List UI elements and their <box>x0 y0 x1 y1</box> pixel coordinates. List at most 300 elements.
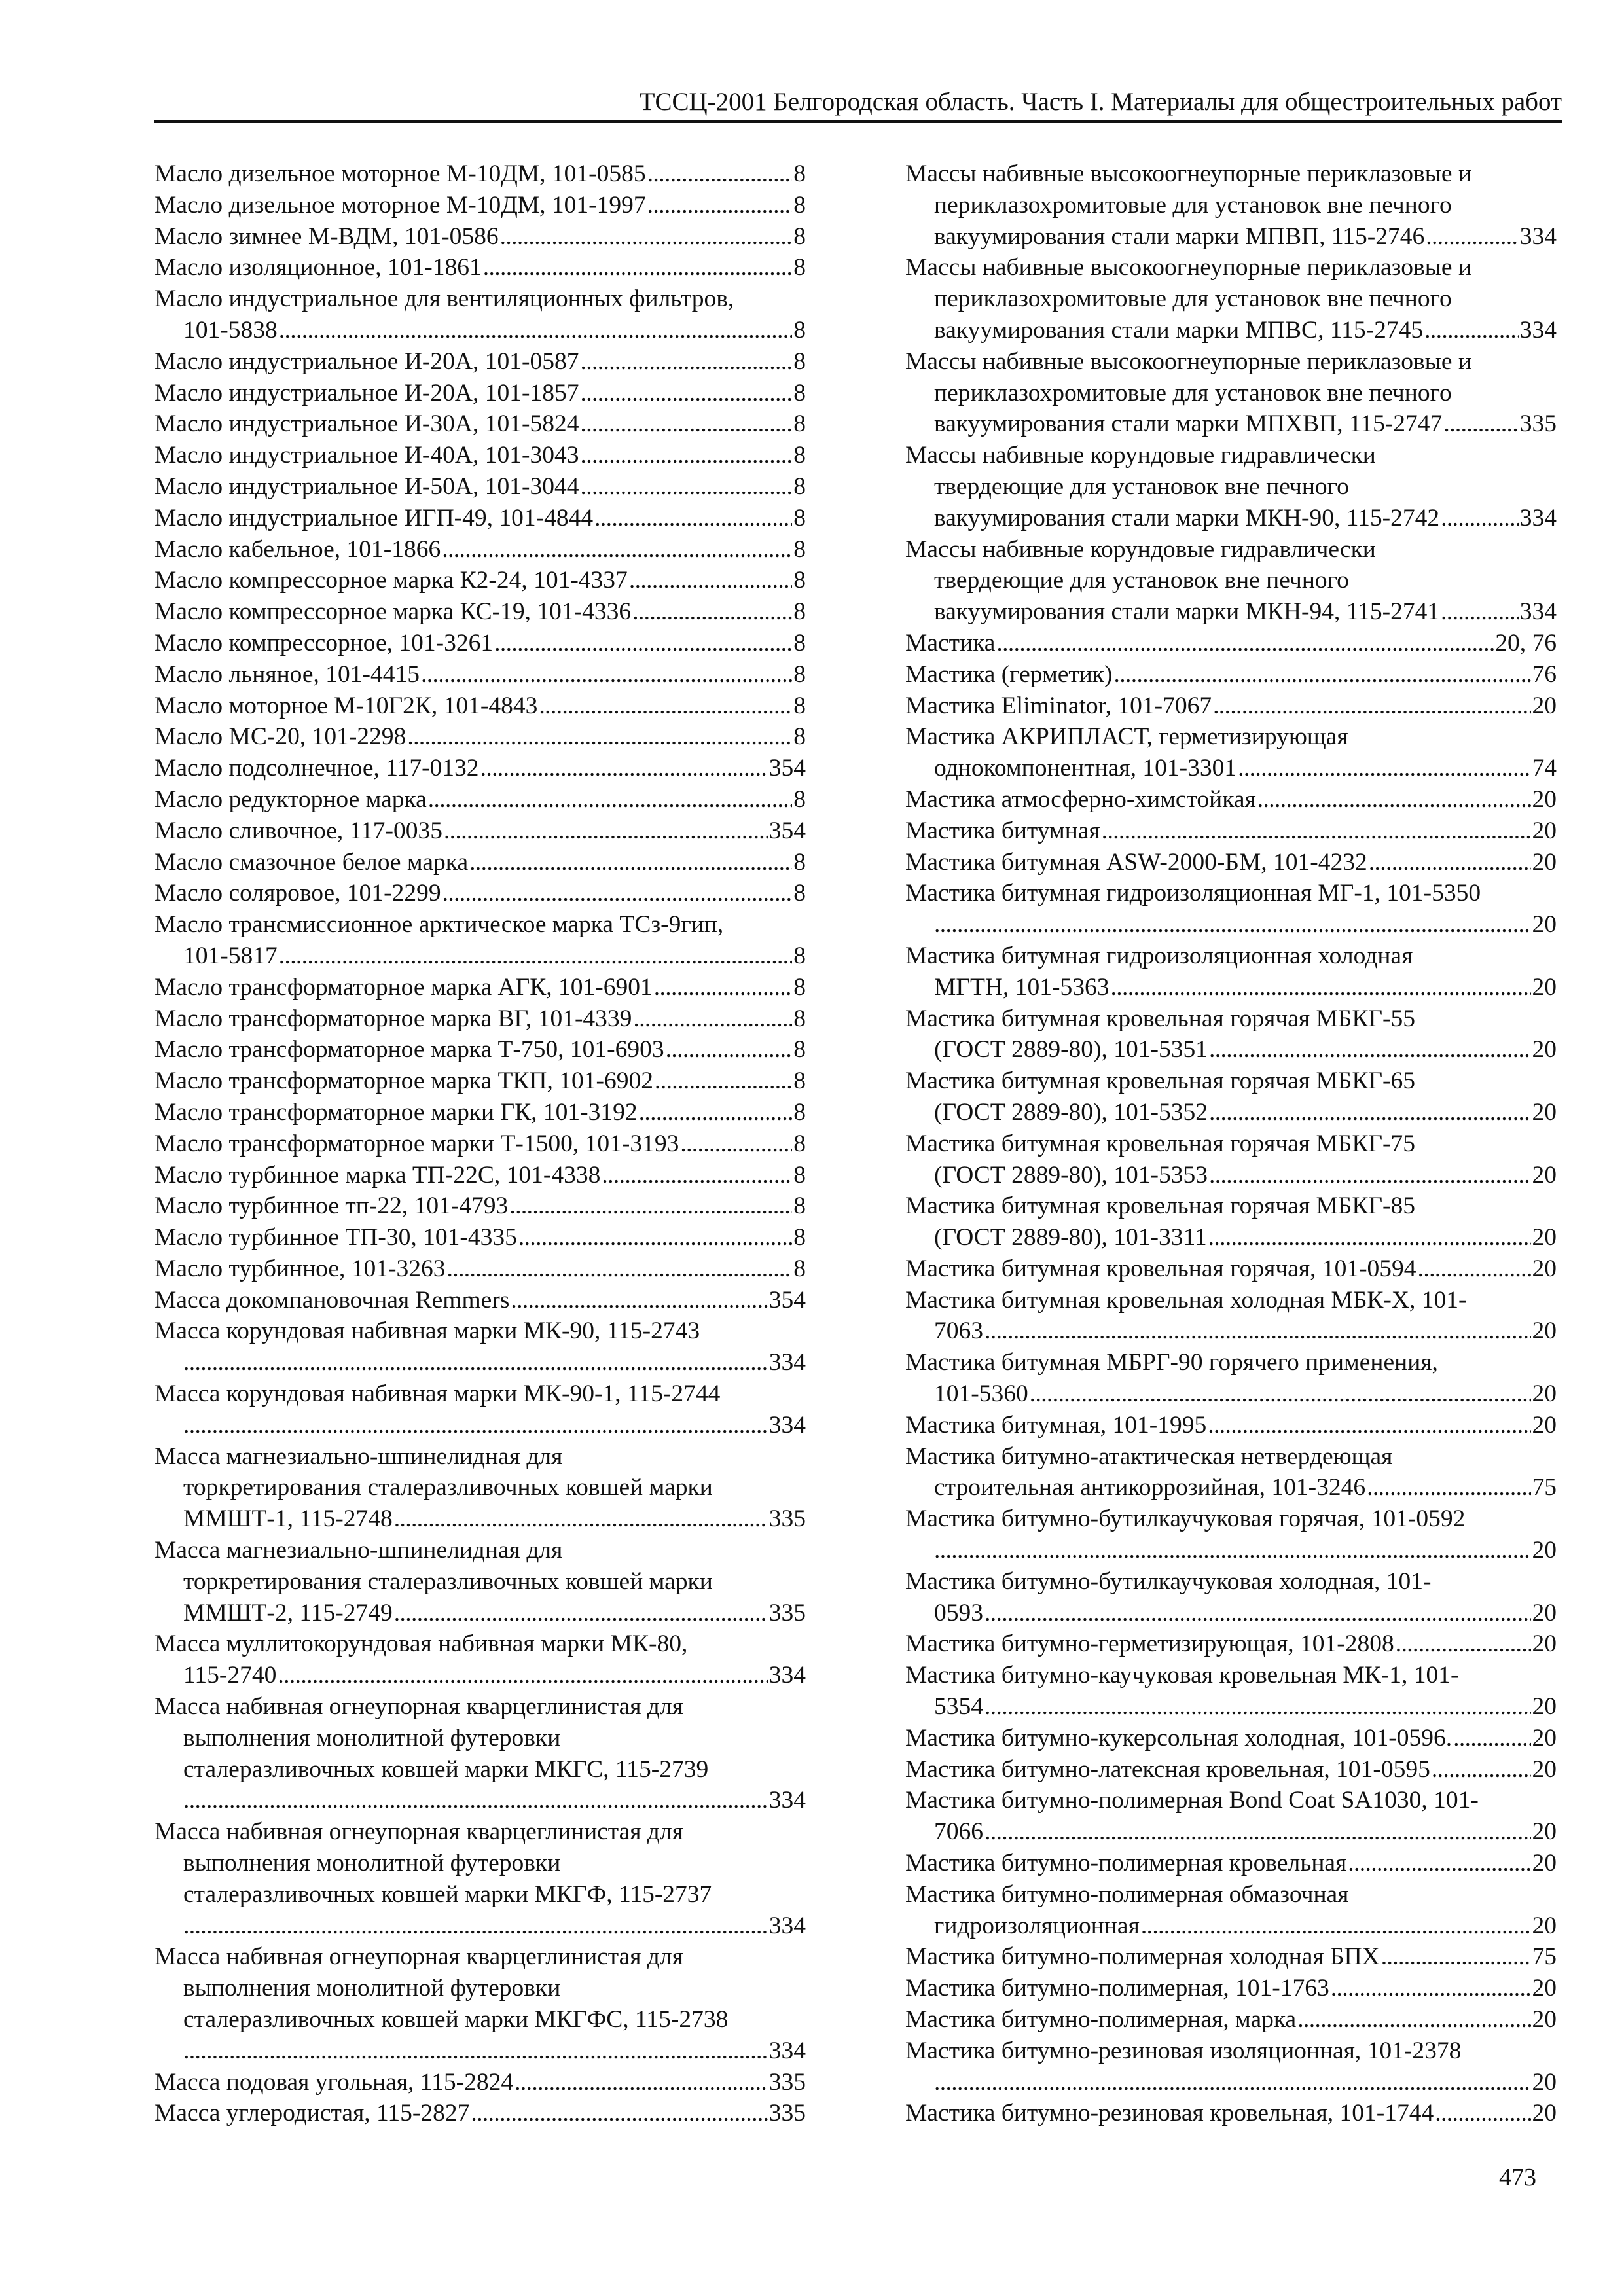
dot-leader <box>594 503 792 534</box>
index-entry-page: 8 <box>792 158 806 190</box>
index-entry-page: 8 <box>792 1066 806 1097</box>
index-entry-text: Мастика битумно-полимерная, 101-1763 <box>905 1973 1331 2004</box>
index-entry-page: 8 <box>792 221 806 253</box>
index-entry-last-line <box>905 1253 1557 1285</box>
index-entry-last-line <box>905 1097 1557 1128</box>
index-entry-page: 8 <box>792 471 806 503</box>
index-entry-line: Мастика битумно-полимерная обмазочная <box>905 1880 1349 1908</box>
index-entry-page: 8 <box>792 190 806 221</box>
dot-leader <box>1209 1097 1530 1128</box>
dot-leader <box>996 628 1494 659</box>
index-entry <box>154 158 806 190</box>
index-entry <box>154 1191 806 1222</box>
index-entry-line: Масса муллитокорундовая набивная марки МК-80, <box>154 1630 688 1658</box>
index-entry-line: периклазохромитовые для установок вне печного <box>934 191 1452 219</box>
index-entry <box>154 1003 806 1035</box>
dot-leader <box>442 878 793 909</box>
index-entry <box>905 1879 1557 1942</box>
index-entry-page: 354 <box>768 816 806 847</box>
index-entry-last-line <box>154 1285 806 1316</box>
index-entry-page: 20 <box>1531 1410 1557 1441</box>
index-entry-page: 8 <box>792 721 806 753</box>
index-entry <box>905 252 1557 346</box>
index-entry-page: 20 <box>1531 2067 1557 2098</box>
index-entry <box>905 1628 1557 1660</box>
dot-leader <box>629 565 792 596</box>
dot-leader <box>539 691 792 722</box>
dot-leader <box>934 2067 1531 2098</box>
index-entry-page: 8 <box>792 1003 806 1035</box>
dot-leader <box>509 1191 792 1222</box>
index-entry-page: 8 <box>792 596 806 628</box>
index-entry-last-line <box>905 691 1557 722</box>
index-entry-last-line <box>905 1410 1557 1441</box>
dot-leader <box>1381 1941 1531 1973</box>
index-entry-text: Масло сливочное, 117-0035 <box>154 816 444 847</box>
index-entry-text: Масло изоляционное, 101-1861 <box>154 252 483 283</box>
index-entry <box>905 346 1557 440</box>
dot-leader <box>183 1410 768 1441</box>
index-entry-text: Масло трансформаторное марка ВГ, 101-4339 <box>154 1003 633 1035</box>
index-entry <box>154 784 806 816</box>
index-entry-line: периклазохромитовые для установок вне печного <box>934 379 1452 406</box>
dot-leader <box>984 1316 1531 1347</box>
index-entry-text: Масло моторное М-10Г2К, 101-4843 <box>154 691 539 722</box>
dot-leader <box>580 378 792 409</box>
index-entry-line: Массы набивные корундовые гидравлически <box>905 535 1376 563</box>
index-entry-last-line <box>905 1848 1557 1879</box>
index-entry <box>905 1066 1557 1128</box>
dot-leader <box>655 1066 792 1097</box>
index-entry-last-line <box>905 2098 1557 2129</box>
index-entry-line: Массы набивные высокоогнеупорные периклазовые и <box>905 348 1472 375</box>
index-entry-page: 8 <box>792 1253 806 1285</box>
index-entry-page: 20 <box>1531 1316 1557 1347</box>
index-entry-page: 335 <box>1519 408 1557 440</box>
index-entry <box>154 534 806 565</box>
index-entry-last-line <box>905 784 1557 816</box>
index-entry-last-line <box>154 2067 806 2098</box>
index-entry <box>154 283 806 346</box>
index-entry-page: 20 <box>1531 1816 1557 1848</box>
index-entry-line: Мастика битумная кровельная горячая МБКГ-85 <box>905 1193 1416 1220</box>
index-entry <box>905 1660 1557 1723</box>
index-entry-text: вакуумирования стали марки МПВС, 115-2745 <box>934 315 1424 346</box>
index-entry-last-line <box>154 596 806 628</box>
index-entry-page: 8 <box>792 941 806 972</box>
dot-leader <box>183 1785 768 1816</box>
dot-leader <box>183 2036 768 2067</box>
index-entry-last-line <box>905 2004 1557 2036</box>
index-entry-last-line <box>154 878 806 909</box>
index-entry-text: Мастика (герметик) <box>905 659 1114 691</box>
index-entry-text: (ГОСТ 2889-80), 101-5351 <box>934 1034 1209 1066</box>
index-entry <box>154 1160 806 1191</box>
index-entry <box>905 1003 1557 1066</box>
index-entry-text: ММШТ-2, 115-2749 <box>183 1598 394 1629</box>
index-entry-page: 8 <box>792 628 806 659</box>
index-entry-page: 334 <box>768 1410 806 1441</box>
index-entry-text: Масса докомпановочная Remmers <box>154 1285 511 1316</box>
index-entry-last-line <box>154 1503 806 1535</box>
index-entry-text: 7063 <box>934 1316 984 1347</box>
index-entry-line: Мастика битумно-бутилкаучуковая холодная, 101- <box>905 1568 1432 1595</box>
index-entry-line: выполнения монолитной футеровки <box>183 1850 561 1877</box>
dot-leader <box>469 847 792 878</box>
index-entry-page: 8 <box>792 252 806 283</box>
index-entry-last-line <box>154 378 806 409</box>
index-entry-page: 354 <box>768 753 806 784</box>
dot-leader <box>1297 2004 1530 2036</box>
index-entry-page: 20 <box>1531 1973 1557 2004</box>
index-entry-text: Масло редукторное марка <box>154 784 428 816</box>
index-entry-page: 20 <box>1531 1034 1557 1066</box>
index-entry-text: Мастика <box>905 628 996 659</box>
index-entry-last-line <box>905 408 1557 440</box>
index-entry <box>154 440 806 471</box>
index-entry-page: 8 <box>792 565 806 596</box>
index-entry-last-line <box>905 909 1557 941</box>
index-entry-page: 335 <box>768 2067 806 2098</box>
index-entry-last-line <box>154 1347 806 1378</box>
index-entry-last-line <box>154 1097 806 1128</box>
index-entry-text: Масло индустриальное И-30А, 101-5824 <box>154 408 580 440</box>
index-entry <box>154 252 806 283</box>
index-entry-text: Масло трансформаторное марки ГК, 101-3192 <box>154 1097 639 1128</box>
dot-leader <box>514 2067 768 2098</box>
index-entry-page: 8 <box>792 346 806 378</box>
index-entry-line: Масса магнезиально-шпинелидная для <box>154 1537 563 1564</box>
index-entry-line: Мастика битумная кровельная горячая МБКГ-75 <box>905 1130 1416 1157</box>
index-entry <box>154 721 806 753</box>
index-entry-last-line <box>154 1066 806 1097</box>
index-entry-last-line <box>905 315 1557 346</box>
index-entry-last-line <box>905 1598 1557 1629</box>
index-entry <box>154 1378 806 1441</box>
index-entry-last-line <box>905 1222 1557 1253</box>
index-entry <box>905 1191 1557 1253</box>
dot-leader <box>1453 1723 1530 1754</box>
dot-leader <box>632 596 792 628</box>
index-entry-page: 334 <box>1519 503 1557 534</box>
index-entry-last-line <box>154 315 806 346</box>
index-entry-page: 334 <box>768 2036 806 2067</box>
index-entry-line: Массы набивные высокоогнеупорные периклазовые и <box>905 160 1472 187</box>
index-entry-page: 20 <box>1531 1160 1557 1191</box>
index-entry-last-line <box>154 1598 806 1629</box>
index-entry-page: 8 <box>792 1034 806 1066</box>
index-entry <box>154 1128 806 1160</box>
dot-leader <box>602 1160 792 1191</box>
index-entry-text: Масло трансформаторное марка Т-750, 101-6903 <box>154 1034 666 1066</box>
index-entry-last-line <box>154 941 806 972</box>
index-entry-text: Мастика битумная кровельная горячая, 101-0594 <box>905 1253 1418 1285</box>
index-entry-text: Масло МС-20, 101-2298 <box>154 721 407 753</box>
index-entry-line: Масса набивная огнеупорная кварцеглинистая для <box>154 1693 683 1721</box>
index-entry <box>905 158 1557 252</box>
index-entry-last-line <box>154 721 806 753</box>
index-entry-last-line <box>154 158 806 190</box>
index-entry-text: вакуумирования стали марки МПХВП, 115-2747 <box>934 408 1443 440</box>
dot-leader <box>1208 1222 1531 1253</box>
index-entry-last-line <box>905 1754 1557 1785</box>
index-entry-page: 20 <box>1531 1723 1557 1754</box>
index-entry-last-line <box>905 1628 1557 1660</box>
index-entry-text: Масло турбинное, 101-3263 <box>154 1253 447 1285</box>
dot-leader <box>1209 1160 1530 1191</box>
index-entry-page: 76 <box>1531 659 1557 691</box>
index-entry <box>154 1441 806 1535</box>
index-column-right <box>905 158 1557 2129</box>
dot-leader <box>1435 2098 1530 2129</box>
index-entry <box>905 2036 1557 2098</box>
index-entry <box>154 190 806 221</box>
index-entry-page: 8 <box>792 691 806 722</box>
dot-leader <box>639 1097 793 1128</box>
index-entry-page: 20 <box>1531 1378 1557 1410</box>
index-entry-text: Масло компрессорное марка КС-19, 101-4336 <box>154 596 632 628</box>
index-entry-line: Масса набивная огнеупорная кварцеглинистая для <box>154 1943 683 1971</box>
index-entry-line: Мастика битумно-резиновая изоляционная, 101-2378 <box>905 2037 1462 2064</box>
index-entry-text: (ГОСТ 2889-80), 101-5353 <box>934 1160 1209 1191</box>
index-entry-line: Мастика битумная кровельная холодная МБК-Х, 101- <box>905 1286 1467 1314</box>
index-entry-last-line <box>905 1535 1557 1566</box>
index-entry <box>154 221 806 253</box>
index-entry <box>154 596 806 628</box>
index-entry-page: 20 <box>1531 1222 1557 1253</box>
index-entry-last-line <box>905 221 1557 253</box>
index-entry-page: 20 <box>1531 691 1557 722</box>
index-entry-text: Масса подовая угольная, 115-2824 <box>154 2067 514 2098</box>
index-entry <box>905 1566 1557 1629</box>
index-entry-page: 8 <box>792 847 806 878</box>
index-entry-text: Масло смазочное белое марка <box>154 847 469 878</box>
index-entry <box>154 1941 806 2066</box>
index-entry-last-line <box>154 565 806 596</box>
index-entry-page: 8 <box>792 878 806 909</box>
index-entry-page: 334 <box>1519 596 1557 628</box>
index-entry-page: 8 <box>792 378 806 409</box>
index-entry-last-line <box>154 691 806 722</box>
dot-leader <box>1331 1973 1531 2004</box>
dot-leader <box>444 816 768 847</box>
index-entry-page: 20 <box>1531 972 1557 1003</box>
index-entry-page: 8 <box>792 972 806 1003</box>
index-entry-line: Мастика АКРИПЛАСТ, герметизирующая <box>905 723 1348 751</box>
index-entry-last-line <box>154 534 806 565</box>
dot-leader <box>494 628 792 659</box>
index-entry-last-line <box>154 628 806 659</box>
dot-leader <box>1443 408 1518 440</box>
index-entry <box>905 878 1557 941</box>
index-entry-line: Масло индустриальное для вентиляционных фильтров, <box>154 285 734 313</box>
index-entry-last-line <box>905 1941 1557 1973</box>
dot-leader <box>984 1816 1531 1848</box>
index-entry <box>905 721 1557 784</box>
index-entry-last-line <box>905 1316 1557 1347</box>
index-entry-line: Масса магнезиально-шпинелидная для <box>154 1443 563 1470</box>
index-entry-page: 20 <box>1531 1535 1557 1566</box>
dot-leader <box>1238 753 1530 784</box>
index-entry <box>154 628 806 659</box>
running-header-title: ТССЦ-2001 Белгородская область. Часть I. Материалы для общестроительных работ <box>639 88 1562 116</box>
index-entry-text: Масло дизельное моторное М-10ДМ, 101-1997 <box>154 190 647 221</box>
index-entry-last-line <box>905 2067 1557 2098</box>
index-entry-text: 101-5360 <box>934 1378 1030 1410</box>
index-entry-last-line <box>905 1973 1557 2004</box>
index-entry-last-line <box>154 252 806 283</box>
dot-leader <box>1209 1034 1530 1066</box>
dot-leader <box>183 1910 768 1942</box>
index-entry-text: гидроизоляционная <box>934 1910 1141 1942</box>
dot-leader <box>1441 503 1519 534</box>
index-entry-text: (ГОСТ 2889-80), 101-3311 <box>934 1222 1208 1253</box>
index-entry-text: Мастика битумно-полимерная, марка <box>905 2004 1297 2036</box>
index-entry-text: Мастика битумно-полимерная холодная БПХ <box>905 1941 1381 1973</box>
index-entry <box>154 1691 806 1816</box>
index-entry-last-line <box>154 753 806 784</box>
index-column-left <box>154 158 806 2129</box>
index-entry-page: 20 <box>1531 847 1557 878</box>
dot-leader <box>518 1222 792 1253</box>
index-entry-page: 334 <box>1519 315 1557 346</box>
index-entry-last-line <box>154 2098 806 2129</box>
index-entry-last-line <box>905 628 1557 659</box>
index-entry-line: сталеразливочных ковшей марки МКГФ, 115-2737 <box>183 1880 712 1908</box>
index-entry <box>154 1535 806 1628</box>
index-entry <box>905 1973 1557 2004</box>
dot-leader <box>934 1535 1531 1566</box>
dot-leader <box>1102 816 1531 847</box>
dot-leader <box>1111 972 1531 1003</box>
index-entry-line: торкретирования сталеразливочных ковшей марки <box>183 1568 713 1595</box>
dot-leader <box>471 2098 767 2129</box>
dot-leader <box>580 408 792 440</box>
index-entry <box>905 1503 1557 1566</box>
index-entry-text: 101-5838 <box>183 315 279 346</box>
index-entry <box>905 1441 1557 1504</box>
index-entry-text: Мастика битумная ASW-2000-БМ, 101-4232 <box>905 847 1369 878</box>
index-entry <box>905 847 1557 878</box>
index-entry-text: 5354 <box>934 1691 984 1723</box>
index-entry-last-line <box>154 1003 806 1035</box>
index-entry-text: Масло компрессорное марка К2-24, 101-4337 <box>154 565 629 596</box>
dot-leader <box>1426 221 1519 253</box>
index-entry-text: Масло трансформаторное марки Т-1500, 101-3193 <box>154 1128 680 1160</box>
index-entry-last-line <box>154 1253 806 1285</box>
index-entry-text: Мастика битумно-резиновая кровельная, 101-1744 <box>905 2098 1435 2129</box>
index-entry-page: 335 <box>768 1503 806 1535</box>
index-entry-page: 20 <box>1531 1253 1557 1285</box>
index-entry-line: торкретирования сталеразливочных ковшей марки <box>183 1474 713 1501</box>
index-entry-line: Массы набивные высокоогнеупорные периклазовые и <box>905 254 1472 281</box>
index-entry-last-line <box>154 1191 806 1222</box>
index-entry-page: 334 <box>1519 221 1557 253</box>
index-entry-page: 335 <box>768 1598 806 1629</box>
dot-leader <box>654 972 793 1003</box>
index-entry-text: Масло индустриальное И-40А, 101-3043 <box>154 440 580 471</box>
index-entry <box>154 1034 806 1066</box>
index-entry-text: вакуумирования стали марки МКН-90, 115-2742 <box>934 503 1441 534</box>
index-entry-page: 8 <box>792 1191 806 1222</box>
dot-leader <box>1367 1472 1530 1503</box>
dot-leader <box>279 315 793 346</box>
index-entry-last-line <box>905 816 1557 847</box>
index-entry-page: 8 <box>792 784 806 816</box>
index-entry-text: Масло турбинное марка ТП-22С, 101-4338 <box>154 1160 602 1191</box>
index-entry <box>905 628 1557 659</box>
index-entry-last-line <box>154 471 806 503</box>
index-entry <box>905 1253 1557 1285</box>
index-entry <box>154 1316 806 1378</box>
index-entry <box>905 2004 1557 2036</box>
index-entry-page: 74 <box>1531 753 1557 784</box>
index-entry <box>905 1128 1557 1191</box>
index-entry <box>905 1754 1557 1785</box>
index-entry <box>905 440 1557 533</box>
dot-leader <box>1424 315 1519 346</box>
index-entry-last-line <box>154 1910 806 1942</box>
dot-leader <box>1213 691 1530 722</box>
index-entry-page: 20 <box>1531 816 1557 847</box>
index-entry-last-line <box>154 221 806 253</box>
index-entry <box>154 847 806 878</box>
dot-leader <box>407 721 792 753</box>
index-entry-last-line <box>905 1691 1557 1723</box>
index-entry-line: сталеразливочных ковшей марки МКГС, 115-2739 <box>183 1755 709 1783</box>
index-entry-last-line <box>154 408 806 440</box>
index-entry-text: Масса углеродистая, 115-2827 <box>154 2098 471 2129</box>
index-entry <box>154 691 806 722</box>
index-entry-text: вакуумирования стали марки МКН-94, 115-2741 <box>934 596 1441 628</box>
index-entry <box>905 1723 1557 1754</box>
index-entry-text: Масло индустриальное И-50А, 101-3044 <box>154 471 580 503</box>
index-entry-line: Мастика битумно-бутилкаучуковая горячая, 101-0592 <box>905 1505 1466 1533</box>
index-entry-line: Мастика битумная гидроизоляционная МГ-1, 101-5350 <box>905 880 1481 907</box>
running-header <box>154 84 1562 123</box>
index-entry-last-line <box>905 503 1557 534</box>
index-entry-last-line <box>154 503 806 534</box>
index-entry-page: 20 <box>1531 1598 1557 1629</box>
dot-leader <box>442 534 792 565</box>
index-entry-page: 20 <box>1531 1848 1557 1879</box>
index-entry-last-line <box>905 596 1557 628</box>
dot-leader <box>580 346 792 378</box>
index-entry <box>905 1285 1557 1348</box>
dot-leader <box>1030 1378 1531 1410</box>
index-entry-page: 20 <box>1531 1097 1557 1128</box>
index-entry <box>154 878 806 909</box>
index-entry <box>154 2067 806 2098</box>
index-entry-page: 8 <box>792 440 806 471</box>
index-entry-last-line <box>905 1160 1557 1191</box>
index-entry-last-line <box>154 190 806 221</box>
index-entry-last-line <box>154 1660 806 1691</box>
dot-leader <box>421 659 792 691</box>
index-entry-last-line <box>905 1034 1557 1066</box>
index-entry-text: МГТН, 101-5363 <box>934 972 1111 1003</box>
index-entry-line: Массы набивные корундовые гидравлически <box>905 442 1376 469</box>
index-entry-text: Мастика битумная <box>905 816 1102 847</box>
dot-leader <box>447 1253 793 1285</box>
dot-leader <box>394 1503 768 1535</box>
index-entry-text: Масло индустриальное И-20А, 101-1857 <box>154 378 580 409</box>
index-entry <box>154 503 806 534</box>
index-entry-page: 334 <box>768 1660 806 1691</box>
index-entry <box>154 972 806 1003</box>
index-entry-page: 334 <box>768 1910 806 1942</box>
index-entry-line: Масло трансмиссионное арктическое марка ТСз-9гип, <box>154 911 724 939</box>
